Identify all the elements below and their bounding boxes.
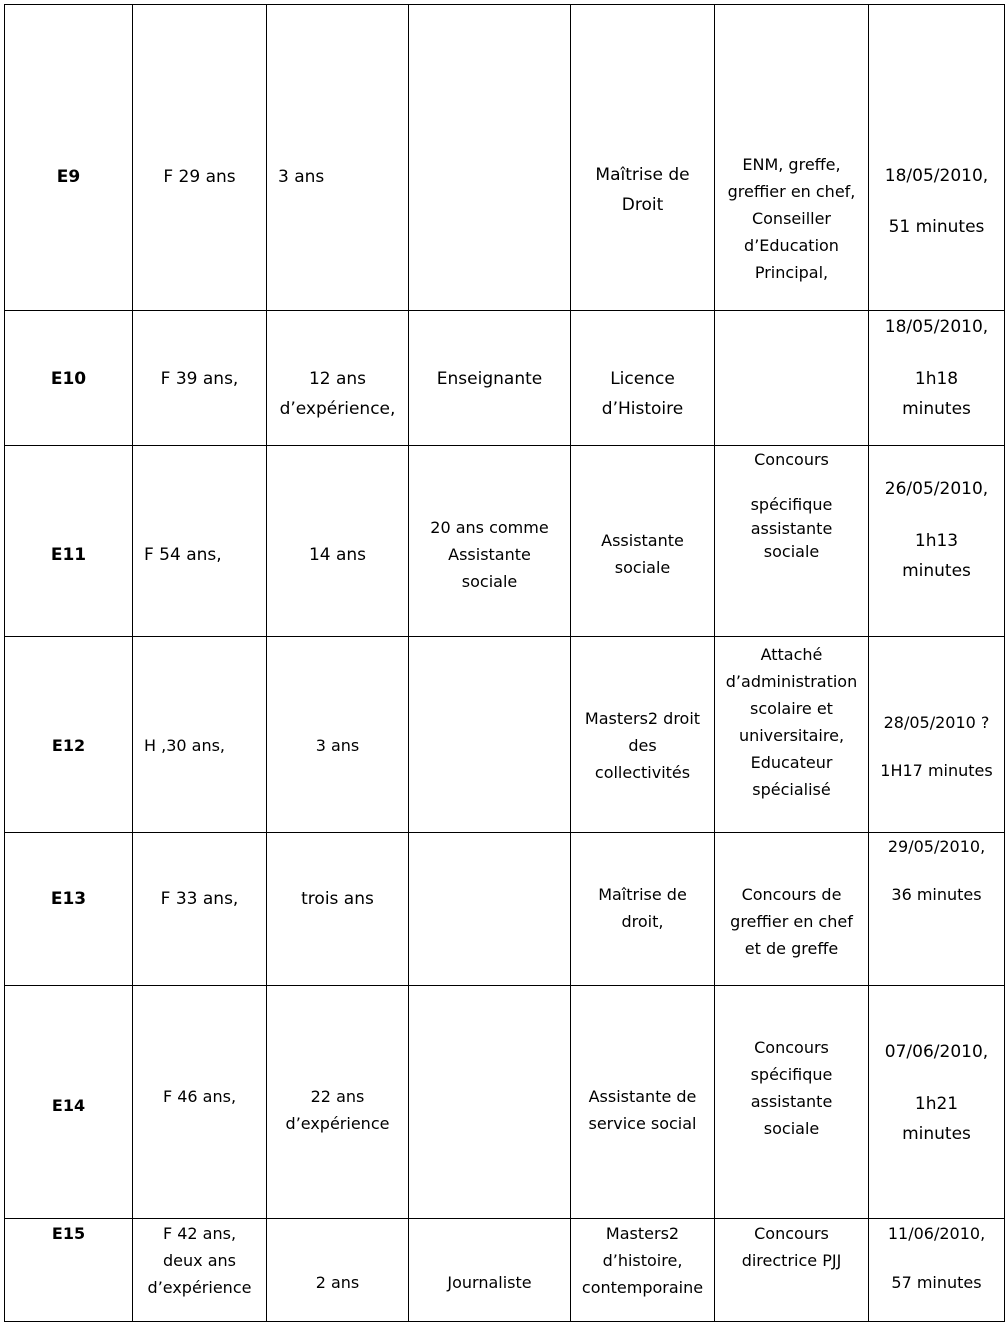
previous-job-cell: 20 ans comme Assistante sociale — [409, 446, 571, 637]
previous-job-cell — [409, 5, 571, 311]
diploma-cell: Assistante de service social — [571, 986, 715, 1219]
exams-cell: ENM, greffe, greffier en chef, Conseiller d’Education Principal, — [715, 5, 869, 311]
experience-cell: 3 ans — [267, 637, 409, 833]
date-duration-cell: 07/06/2010, 1h21 minutes — [869, 986, 1005, 1219]
exams-cell — [715, 311, 869, 446]
sex-age-cell: F 39 ans, — [133, 311, 267, 446]
table-row — [5, 1219, 133, 1322]
sex-age-cell: H ,30 ans, — [133, 637, 267, 833]
sex-age-cell: F 46 ans, — [133, 986, 267, 1219]
interview-table — [4, 4, 1005, 1322]
diploma-cell: Maîtrise de Droit — [571, 5, 715, 311]
experience-cell: 12 ans d’expérience, — [267, 311, 409, 446]
experience-cell: trois ans — [267, 833, 409, 986]
exams-cell: Concours directrice PJJ — [715, 1219, 869, 1322]
previous-job-cell — [409, 986, 571, 1219]
date-duration-cell: 18/05/2010, 1h18 minutes — [869, 311, 1005, 446]
row-id: E10 — [50, 369, 87, 389]
row-id: E11 — [50, 545, 87, 565]
previous-job-cell — [409, 637, 571, 833]
diploma-cell: Masters2 droit des collectivités — [571, 637, 715, 833]
date-duration-cell: 11/06/2010, 57 minutes — [869, 1219, 1005, 1322]
sex-age-cell: F 29 ans — [133, 5, 267, 311]
sex-age-cell: F 54 ans, — [133, 446, 267, 637]
experience-cell: 14 ans — [267, 446, 409, 637]
date-duration-cell: 29/05/2010, 36 minutes — [869, 833, 1005, 986]
table-row — [5, 637, 133, 833]
exams-cell: Concours spécifique assistante sociale — [715, 986, 869, 1219]
table-row — [5, 311, 133, 446]
row-id: E13 — [50, 889, 87, 909]
exams-cell: Concours spécifique assistante sociale — [715, 446, 869, 637]
exams-cell: Attaché d’administration scolaire et universitaire, Educateur spécialisé — [715, 637, 869, 833]
diploma-cell: Masters2 d’histoire, contemporaine — [571, 1219, 715, 1322]
experience-cell: 2 ans — [267, 1219, 409, 1322]
table-row — [5, 833, 133, 986]
row-id: E14 — [51, 1096, 86, 1115]
row-id: E15 — [51, 1224, 86, 1243]
date-duration-cell: 18/05/2010, 51 minutes — [869, 5, 1005, 311]
table-row — [5, 986, 133, 1219]
previous-job-cell: Journaliste — [409, 1219, 571, 1322]
diploma-cell: Licence d’Histoire — [571, 311, 715, 446]
previous-job-cell: Enseignante — [409, 311, 571, 446]
table-row — [5, 5, 133, 311]
row-id: E12 — [51, 736, 86, 755]
previous-job-cell — [409, 833, 571, 986]
exams-cell: Concours de greffier en chef et de greffe — [715, 833, 869, 986]
experience-cell: 3 ans — [267, 5, 409, 311]
diploma-cell: Assistante sociale — [571, 446, 715, 637]
sex-age-cell: F 33 ans, — [133, 833, 267, 986]
diploma-cell: Maîtrise de droit, — [571, 833, 715, 986]
row-id: E9 — [56, 167, 81, 187]
sex-age-cell: F 42 ans, deux ans d’expérience — [133, 1219, 267, 1322]
table-row — [5, 446, 133, 637]
date-duration-cell: 26/05/2010, 1h13 minutes — [869, 446, 1005, 637]
date-duration-cell: 28/05/2010 ? 1H17 minutes — [869, 637, 1005, 833]
experience-cell: 22 ans d’expérience — [267, 986, 409, 1219]
